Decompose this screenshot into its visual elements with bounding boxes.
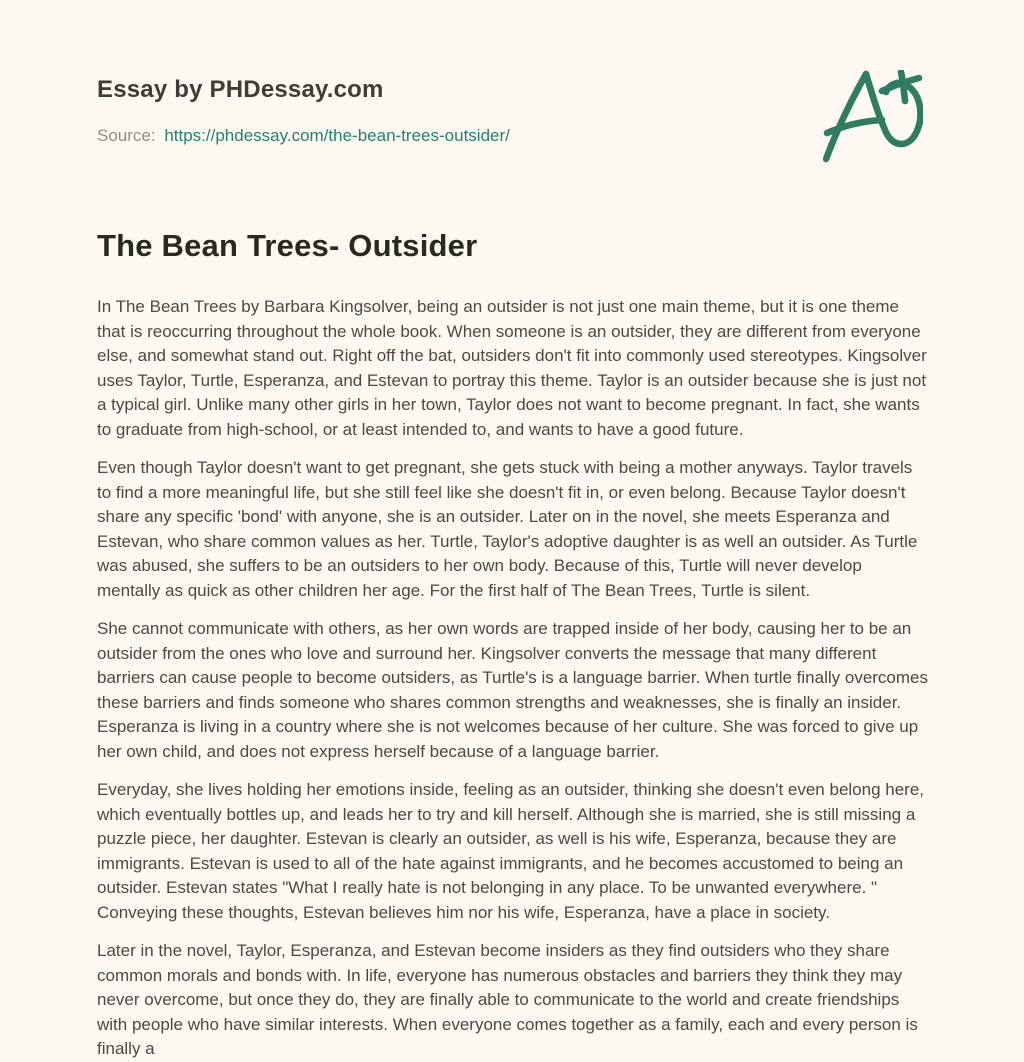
phdessay-logo: [823, 70, 923, 164]
site-header-title: Essay by PHDessay.com: [97, 76, 384, 103]
a-plus-logo-icon: [823, 70, 923, 164]
source-line: [97, 126, 925, 146]
essay-body: [97, 295, 929, 1062]
source-label: Source:: [97, 126, 156, 145]
essay-paragraph: Even though Taylor doesn't want to get pregnant, she gets stuck with being a mother anyways. Taylor travels to find a more meaningful life, but she still feel like she doesn't fit in, or even belong. Because Taylor doesn't share any specific 'bond' with anyone, she is an outsider. Later on in the novel, she meets Esperanza and Estevan, who share common values as her. Turtle, Taylor's adoptive daughter is as well an outsider. As Turtle was abused, she suffers to be an outsiders to her own body. Because of this, Turtle will never develop mentally as quick as other children her age. For the first half of The Bean Trees, Turtle is silent.: [97, 458, 918, 600]
essay-paragraph: Later in the novel, Taylor, Esperanza, and Estevan become insiders as they find outsiders who they share common morals and bonds with. In life, everyone has numerous obstacles and barriers they think they may never overcome, but once they do, they are finally able to communicate to the world and create friendships with people who have similar interests. When everyone comes together as a family, each and every person is finally a: [97, 941, 918, 1058]
essay-paragraph: In The Bean Trees by Barbara Kingsolver, being an outsider is not just one main theme, but it is one theme that is reoccurring throughout the whole book. When someone is an outsider, they are different from everyone else, and somewhat stand out. Right off the bat, outsiders don't fit into commonly used stereotypes. Kingsolver uses Taylor, Turtle, Esperanza, and Estevan to portray this theme. Taylor is an outsider because she is just not a typical girl. Unlike many other girls in her town, Taylor does not want to become pregnant. In fact, she wants to graduate from high-school, or at least intended to, and wants to have a good future.: [97, 297, 927, 439]
essay-title: The Bean Trees- Outsider: [97, 228, 478, 263]
essay-paragraph: Everyday, she lives holding her emotions inside, feeling as an outsider, thinking she doesn't even belong here, which eventually bottles up, and leads her to try and kill herself. Although she is married, she is still missing a puzzle piece, her daughter. Estevan is clearly an outsider, as well is his wife, Esperanza, because they are immigrants. Estevan is used to all of the hate against immigrants, and he becomes accustomed to being an outsider. Estevan states "What I really hate is not belonging in any place. To be unwanted everywhere. " Conveying these thoughts, Estevan believes him nor his wife, Esperanza, have a place in society.: [97, 780, 925, 922]
essay-paragraph: She cannot communicate with others, as her own words are trapped inside of her body, causing her to be an outsider from the ones who love and surround her. Kingsolver converts the message that many different barriers can cause people to become outsiders, as Turtle's is a language barrier. When turtle finally overcomes these barriers and finds someone who shares common strengths and weaknesses, she is finally an insider. Esperanza is living in a country where she is not welcomes because of her culture. She was forced to give up her own child, and does not express herself because of a language barrier.: [97, 619, 928, 761]
source-link[interactable]: https://phdessay.com/the-bean-trees-outsider/: [164, 126, 510, 145]
